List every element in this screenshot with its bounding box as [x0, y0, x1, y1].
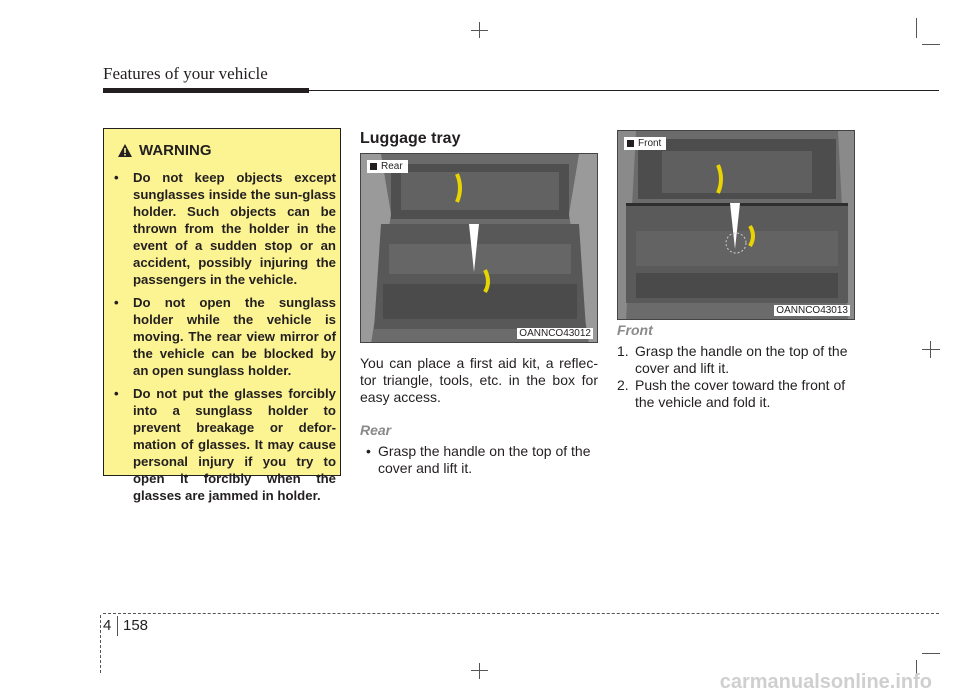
intro-paragraph: You can place a first aid kit, a reflec-tor triangle, tools, etc. in the box for easy access.	[360, 355, 598, 405]
watermark: carmanualsonline.info	[719, 671, 932, 693]
crop-mark-top-right-h	[922, 44, 940, 45]
section-title: Luggage tray	[360, 130, 461, 147]
bullet-dot-icon: •	[114, 170, 119, 185]
front-instruction-item: 1. Grasp the handle on the top of the cover and lift it.	[617, 343, 848, 376]
page-number: 158	[123, 617, 149, 634]
front-instruction-item: 2. Push the cover toward the front of the vehicle and fold it.	[617, 377, 846, 410]
header-rule-thick	[103, 88, 309, 93]
subheading-rear: Rear	[360, 422, 392, 438]
page-number-separator	[117, 616, 118, 636]
warning-title: WARNING	[139, 142, 212, 159]
warning-list	[114, 169, 336, 510]
warning-triangle-icon	[117, 143, 133, 158]
subheading-front: Front	[617, 322, 653, 338]
photo-code-rear: OANNCO43012	[519, 328, 591, 339]
warning-header	[117, 142, 212, 159]
photo-tag-rear: Rear	[367, 160, 408, 173]
bullet-dot-icon: •	[114, 295, 119, 310]
chapter-number: 4	[103, 617, 112, 634]
rear-luggage-photo	[360, 153, 598, 343]
rear-trunk-illustration	[361, 154, 598, 343]
bullet-dot-icon: •	[114, 386, 119, 401]
warning-item: • Do not put the glasses forcibly into a sunglass holder to prevent breakage or defor-mation of glasses. It may cause personal injury if you try to open it forcibly when the glasses are jammed in holder.	[114, 386, 336, 503]
front-luggage-photo	[617, 130, 855, 320]
header-rule-thin	[309, 90, 939, 91]
footer-vertical-rule	[100, 615, 101, 673]
warning-item: • Do not keep objects except sunglasses inside the sun-glass holder. Such objects can be thrown from the holder in the event of a sudden stop or an accident, possibly injuring the passengers in the vehicle.	[114, 170, 336, 287]
crop-mark-bottom-center-h	[471, 670, 488, 671]
crop-mark-bottom-center-v	[479, 663, 480, 679]
page-header-title: Features of your vehicle	[103, 64, 268, 83]
warning-box	[103, 128, 341, 503]
rear-instruction-item: • Grasp the handle on the top of the cover and lift it.	[366, 443, 591, 476]
square-bullet-icon	[370, 163, 377, 170]
photo-tag-front: Front	[624, 137, 666, 150]
square-bullet-icon	[627, 140, 634, 147]
front-trunk-illustration	[618, 131, 855, 320]
crop-mark-bottom-right-h	[922, 653, 940, 654]
photo-code-front: OANNCO43013	[776, 305, 848, 316]
bullet-dot-icon: •	[366, 443, 371, 459]
crop-mark-right-center-h	[922, 349, 940, 350]
crop-mark-top-center-h	[471, 30, 488, 31]
footer-rule	[103, 613, 939, 614]
warning-item: • Do not open the sunglass holder while the vehicle is moving. The rear view mirror of the vehicle can be blocked by an open sunglass holder.	[114, 295, 336, 378]
crop-mark-top-right-v	[916, 18, 917, 38]
crop-mark-right-center-v	[930, 341, 931, 358]
